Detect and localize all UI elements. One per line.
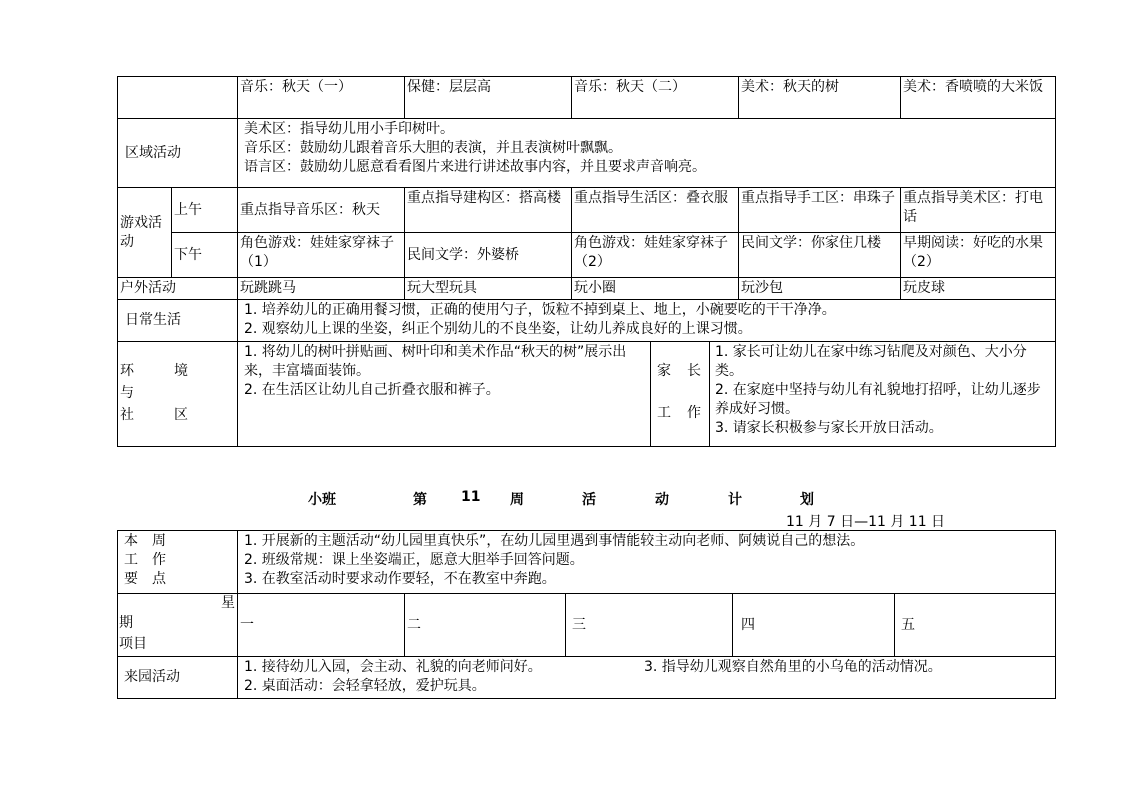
label-char: 家 — [657, 363, 671, 379]
area-activity-content — [238, 119, 1056, 188]
label-char: 环 — [120, 363, 134, 379]
title-word: 活 — [582, 492, 596, 508]
label-char: 长 — [687, 363, 701, 379]
text-line: 1. 接待幼儿入园，会主动、礼貌的向老师问好。 — [244, 659, 542, 675]
date-range: 11 月 7 日—11 月 11 日 — [786, 514, 946, 530]
text-line: 1. 家长可让幼儿在家中练习钻爬及对颜色、大小分类。 — [715, 344, 1027, 379]
text-line: 2. 班级常规：课上坐姿端正，愿意大胆举手回答问题。 — [244, 552, 584, 568]
row-label: 区域活动 — [118, 119, 238, 188]
outdoor-cell: 玩皮球 — [901, 278, 1056, 300]
header-xiangmu: 项目 — [119, 636, 147, 652]
label-line: 工 作 — [124, 552, 166, 568]
header-xing: 星 — [221, 595, 235, 611]
activity-cell: 保健：层层高 — [405, 77, 572, 119]
activity-cell: 美术：香喷喷的大米饭 — [901, 77, 1056, 119]
label-char: 作 — [687, 405, 701, 421]
weekday-header-row — [118, 594, 1056, 657]
text-line: 2. 桌面活动：会轻拿轻放，爱护玩具。 — [244, 678, 486, 694]
text-line: 1. 将幼儿的树叶拼贴画、树叶印和美术作品“秋天的树”展示出来，丰富墙面装饰。 — [244, 344, 627, 379]
arrival-content — [238, 657, 1056, 699]
activity-cell: 音乐：秋天（一） — [238, 77, 405, 119]
outdoor-cell: 玩小圈 — [572, 278, 739, 300]
parents-label — [650, 342, 710, 446]
label-char: 境 — [174, 363, 188, 379]
arrival-row — [118, 657, 1056, 699]
environment-row — [118, 342, 1056, 447]
label-char: 区 — [174, 407, 188, 423]
title-word: 计 — [728, 492, 742, 508]
game-cell: 早期阅读：好吃的水果（2） — [901, 233, 1056, 278]
weekly-plan-table-bottom — [117, 530, 1056, 699]
row-label: 户外活动 — [118, 278, 238, 300]
game-cell: 重点指导美术区：打电话 — [901, 188, 1056, 233]
outdoor-cell: 玩大型玩具 — [405, 278, 572, 300]
label-char: 社 — [120, 407, 134, 423]
game-cell: 民间文学：你家住几楼 — [739, 233, 901, 278]
title-word: 第 — [413, 492, 427, 508]
weekday-header: 三 — [566, 594, 733, 657]
environment-and-parents-cell — [238, 342, 1056, 447]
label-line: 本 周 — [124, 533, 166, 549]
game-pm-row — [118, 233, 1056, 278]
game-cell: 重点指导生活区：叠衣服 — [572, 188, 739, 233]
activity-row — [118, 77, 1056, 119]
text-line: 语言区：鼓励幼儿愿意看看图片来进行讲述故事内容，并且要求声音响亮。 — [244, 159, 706, 175]
title-word: 划 — [800, 492, 814, 508]
text-line: 1. 开展新的主题活动“幼儿园里真快乐”，在幼儿园里遇到事情能较主动向老师、阿姨说自己的想法。 — [244, 533, 865, 549]
row-label-environment — [118, 342, 238, 447]
text-line: 3. 在教室活动时要求动作要轻，不在教室中奔跑。 — [244, 571, 556, 587]
label-char: 工 — [657, 405, 671, 421]
text-line: 2. 在生活区让幼儿自己折叠衣服和裤子。 — [244, 382, 500, 398]
text-line: 3. 请家长积极参与家长开放日活动。 — [715, 420, 943, 436]
game-cell: 重点指导手工区：串珠子 — [739, 188, 901, 233]
text-line: 2. 观察幼儿上课的坐姿，纠正个别幼儿的不良坐姿，让幼儿养成良好的上课习惯。 — [244, 321, 752, 337]
label-line: 要 点 — [124, 571, 166, 587]
game-cell: 角色游戏：娃娃家穿袜子（2） — [572, 233, 739, 278]
area-activity-row — [118, 119, 1056, 188]
daily-life-content — [238, 300, 1056, 342]
title-word: 周 — [510, 492, 524, 508]
outdoor-cell: 玩跳跳马 — [238, 278, 405, 300]
header-qi: 期 — [119, 615, 133, 631]
text-line: 1. 培养幼儿的正确用餐习惯，正确的使用勺子，饭粒不掉到桌上、地上，小碗要吃的干干净净。 — [244, 302, 836, 318]
weekly-focus-content — [238, 531, 1056, 594]
game-cell: 民间文学：外婆桥 — [405, 233, 572, 278]
activity-cell: 美术：秋天的树 — [739, 77, 901, 119]
diagonal-header-cell — [118, 594, 238, 657]
game-cell: 重点指导音乐区：秋天 — [238, 188, 405, 233]
weekday-header: 二 — [405, 594, 566, 657]
weekday-header: 一 — [238, 594, 405, 657]
weekday-header: 四 — [733, 594, 895, 657]
sub-label: 上午 — [172, 188, 238, 233]
row-label: 来园活动 — [118, 657, 238, 699]
title-word: 动 — [655, 492, 669, 508]
row-label: 日常生活 — [118, 300, 238, 342]
game-cell: 重点指导建构区：搭高楼 — [405, 188, 572, 233]
activity-cell: 音乐：秋天（二） — [572, 77, 739, 119]
text-line: 音乐区：鼓励幼儿跟着音乐大胆的表演，并且表演树叶飘飘。 — [244, 140, 622, 156]
outdoor-row — [118, 278, 1056, 300]
title-word: 小班 — [308, 492, 336, 508]
empty-label-cell — [118, 77, 238, 119]
title-word: 11 — [461, 489, 481, 505]
weekly-focus-row — [118, 531, 1056, 594]
environment-content — [238, 342, 650, 446]
sub-label: 下午 — [172, 233, 238, 278]
outdoor-cell: 玩沙包 — [739, 278, 901, 300]
text-line: 美术区：指导幼儿用小手印树叶。 — [244, 121, 454, 137]
weekly-plan-table-top — [117, 76, 1056, 447]
row-label — [118, 531, 238, 594]
game-cell: 角色游戏：娃娃家穿袜子（1） — [238, 233, 405, 278]
daily-life-row — [118, 300, 1056, 342]
label-char: 与 — [120, 385, 134, 401]
weekday-header: 五 — [895, 594, 1056, 657]
text-line: 3. 指导幼儿观察自然角里的小乌龟的活动情况。 — [644, 659, 942, 675]
text-line: 2. 在家庭中坚持与幼儿有礼貌地打招呼，让幼儿逐步养成好习惯。 — [715, 382, 1041, 417]
row-label: 游戏活动 — [118, 188, 172, 278]
game-am-row — [118, 188, 1056, 233]
parents-content — [710, 342, 1055, 446]
